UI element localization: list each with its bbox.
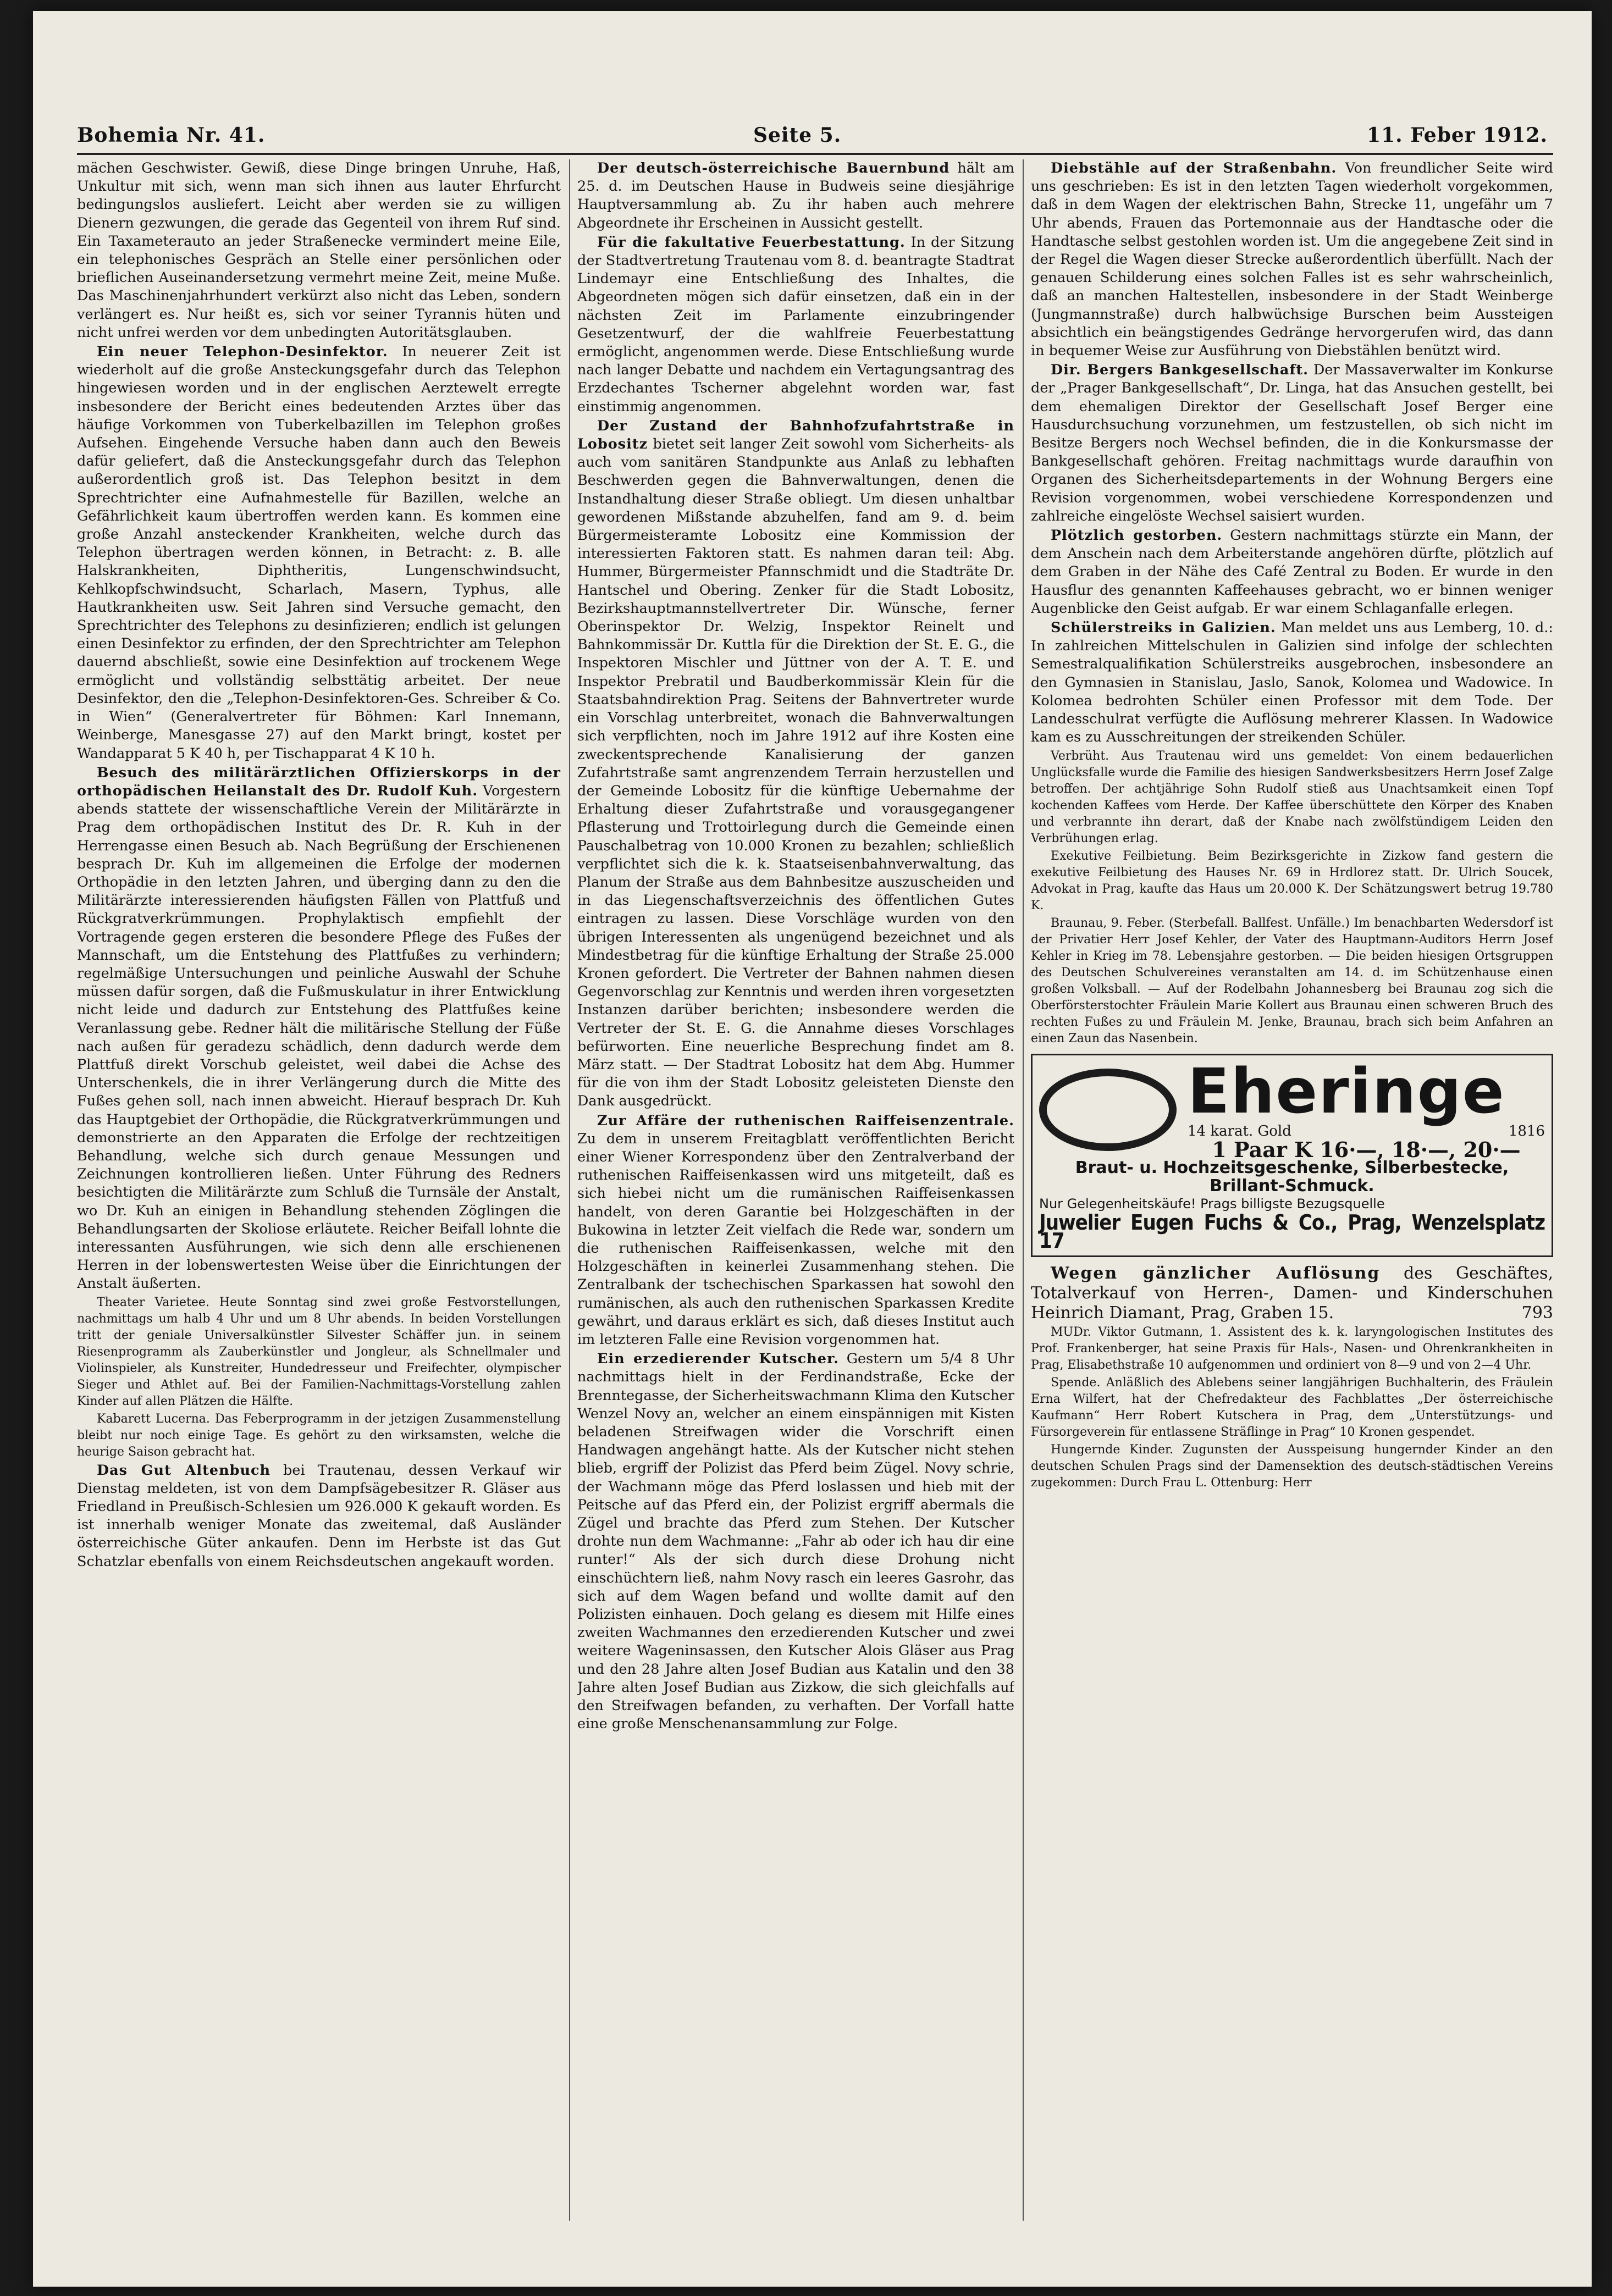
article-text: hält am 25. d. im Deutschen Hause in Budweis seine diesjährige Hauptversammlung ab. Zu ihr haben auch mehrere Abgeordnete ihr Erscheinen in Aussicht gestellt. [577,160,1014,231]
article-headline: Das Gut Altenbuch [97,1462,271,1479]
article-paragraph: Exekutive Feilbietung. Beim Bezirksgerichte in Zizkow fand gestern die exekutive Feilbietung des Hauses Nr. 69 in Hrdlorez statt. Dr. Ulrich Soucek, Advokat in Prag, kaufte das Haus um 20.000 K. Der Schätzungswert betrug 19.780 K. [1031,849,1553,912]
article-headline: Ein neuer Telephon-Desinfektor. [97,344,388,361]
notice-text: des Geschäftes, Totalverkauf von Herren-, Damen- und Kinderschuhen Heinrich Diamant, Prag, Graben 15. [1031,1263,1553,1323]
article-headline: Der deutsch-österreichische Bauernbund [597,160,950,176]
article-paragraph: Kabarett Lucerna. Das Feberprogramm in der jetzigen Zusammenstellung bleibt nur noch einige Tage. Es gehört zu den wirksamsten, welche die heurige Saison gebracht hat. [77,1412,561,1459]
article-paragraph: Theater Varietee. Heute Sonntag sind zwei große Festvorstellungen, nachmittags um halb 4 Uhr und um 8 Uhr abends. In beiden Vorstellungen tritt der geniale Universalkünstler Silvester Schäffer jun. in seinem Riesenprogramm als Zauberkünstler und Jongleur, als Schnellmaler und Violinspieler, als Kunstreiter, Hundedresseur und Freifechter, olympischer Sieger und Athlet auf. Bei der Familien-Nachmittags-Vorstellung zahlen Kinder auf allen Plätzen die Hälfte. [77,1295,561,1408]
article-text: Gestern um 5/4 8 Uhr nachmittags hielt in der Ferdinandstraße, Ecke der Brenntegasse, der Sicherheitswachmann Klima den Kutscher Wenzel Novy an, welcher an einem einspännigen mit Kisten beladenen Streifwagen wider die Vorschrift einen Handwagen angehängt hatte. Als der Kutscher nicht stehen blieb, ergriff der Polizist das Pferd beim Zügel. Novy schrie, der Wachmann möge das Pferd loslassen und hieb mit der Peitsche auf das Pferd ein, der Polizist ergriff abermals die Zügel und brachte das Pferd zum Stehen. Der Kutscher drohte nun dem Wachmanne: „Fahr ab oder ich hau dir eine runter!“ Als der sich durch diese Drohung nicht einschüchtern ließ, nahm Novy rasch ein leeres Gasrohr, das sich auf dem Wagen befand und wollte damit auf den Polizisten einhauen. Doch gelang es diesem mit Hilfe eines zweiten Wachmannes den erzedierenden Kutscher und zwei weitere Wageninsassen, den Kutscher Alois Gläser aus Prag und den 28 Jahre alten Josef Budian aus Katalin und den 38 Jahre alten Josef Budian aus Zizkow, die sich gleichfalls auf den Streifwagen befanden, zu verhaften. Der Vorfall hatte eine große Menschenansammlung zur Folge. [577,1351,1014,1733]
ad-firm: Juwelier Eugen Fuchs & Co., Prag, Wenzelsplatz 17 [1039,1210,1545,1253]
article-paragraph [577,417,1014,1111]
article-paragraph [77,764,561,1293]
article-text: In der Sitzung der Stadtvertretung Trautenau vom 8. d. beantragte Stadtrat Lindemayr eine Entschließung des Inhaltes, die Abgeordneten mögen sich dafür einsetzen, daß ein in der nächsten Zeit im Parlamente einzubringender Gesetzentwurf, der die wahlfreie Feuerbestattung ermöglicht, angenommen werde. Diese Entschließung wurde nach langer Debatte und nachdem ein Vertagungsantrag des Erzdechantes Tscherner abgelehnt worden war, fast einstimmig angenommen. [577,234,1014,415]
ad-note: Nur Gelegenheitskäufe! Prags billigste Bezugsquelle [1039,1196,1385,1212]
notice-liquidation [1031,1264,1553,1323]
article-paragraph [1031,527,1553,618]
article-paragraph [1031,619,1553,746]
ad-price: 1 Paar K 16·—, 18·—, 20·— [1212,1137,1521,1162]
notice-headline: Wegen gänzlicher Auflösung [1051,1263,1381,1283]
article-headline: Zur Affäre der ruthenischen Raiffeisenzentrale. [597,1112,1014,1129]
header-rule [77,153,1553,155]
column-2 [577,159,1014,2199]
ring-icon [1039,1069,1177,1151]
article-text: In neuerer Zeit ist wiederholt auf die große Ansteckungsgefahr durch das Telephon hingewiesen worden und in der englischen Aerztewelt erregte insbesondere der Bericht eines bedeutenden Arztes über das häufige Vorkommen von Tuberkelbazillen im Telephon großes Aufsehen. Eingehende Versuche haben dann auch den Beweis dafür geliefert, daß die Ansteckungsgefahr durch das Telephon außerordentlich groß ist. Das Telephon besitzt in dem Sprechtrichter eine Aufnahmestelle für Bazillen, welche an Gefährlichkeit kaum übertroffen werden kann. Es kommen eine große Anzahl ansteckender Krankheiten, welche durch das Telephon übertragen werden können, in Betracht: z. B. alle Halskrankheiten, Diphtheritis, Lungenschwindsucht, Kehlkopfschwindsucht, Scharlach, Masern, Typhus, alle Hautkrankheiten usw. Seit Jahren sind Versuche gemacht, den Sprechtrichter des Telephons zu desinfizieren; endlich ist gelungen einen Desinfektor zu erfinden, der den Sprechtrichter am Telephon dauernd abschließt, sowie eine Desinfektion auf trockenem Wege ermöglicht und vollständig selbsttätig arbeitet. Der neue Desinfektor, den die „Telephon-Desinfektoren-Ges. Schreiber & Co. in Wien“ (Generalvertreter für Böhmen: Karl Innemann, Weinberge, Manesgasse 27) auf den Markt bringt, kostet per Wandapparat 5 K 40 h, per Tischapparat 4 K 10 h. [77,344,561,762]
header-issue: Bohemia Nr. 41. [77,124,266,147]
notice-number: 793 [1521,1303,1553,1323]
article-paragraph [577,234,1014,416]
article-paragraph [77,343,561,763]
article-paragraph: mächen Geschwister. Gewiß, diese Dinge bringen Unruhe, Haß, Unkultur mit sich, wenn man sich ihnen aus lauter Ehrfurcht bedingungslos ausliefert. Leicht aber werden sie zu willigen Dienern gezwungen, die gerade das Gegenteil von ihrem Ruf sind. Ein Taxameterauto an jeder Straßenecke vermindert meine Eile, ein telephonisches Gespräch an Stelle einer persönlichen oder brieflichen Auseinandersetzung vermehrt meine Zeit, meine Muße. Das Maschinenjahrhundert verkürzt also nicht das Leben, sondern verlängert es. Nur heißt es, sich vor seiner Tyrannis hüten und nicht unfrei werden vor dem unbedingten Autoritätsglauben. [77,160,561,341]
article-paragraph: Verbrüht. Aus Trautenau wird uns gemeldet: Von einem bedauerlichen Unglücksfalle wurde die Familie des hiesigen Sandwerksbesitzers Herrn Josef Zalge betroffen. Der achtjährige Sohn Rudolf stieß aus Unachtsamkeit einen Topf kochenden Kaffees vom Herde. Der Kaffee überschüttete den Körper des Knaben und verbrannte ihn derart, daß der Knabe nach zwölfstündigem Leiden den Verbrühungen erlag. [1031,749,1553,845]
article-headline: Diebstähle auf der Straßenbahn. [1051,160,1337,176]
article-paragraph [577,159,1014,233]
article-headline: Plötzlich gestorben. [1051,527,1223,544]
article-text: Man meldet uns aus Lemberg, 10. d.: In zahlreichen Mittelschulen in Galizien sind infolge der schlechten Semestralqualifikation Schülerstreiks ausgebrochen, insbesondere an den Gymnasien in Stanislau, Jaslo, Sanok, Kolomea und Wadowice. In Kolomea bedrohten Schüler einen Professor mit dem Tode. Der Landesschulrat verfügte die Auflösung mehrerer Klassen. In Wadowice kam es zu Ausschreitungen der streikenden Schüler. [1031,619,1553,746]
article-paragraph [577,1112,1014,1349]
article-paragraph [577,1350,1014,1733]
article-headline: Schülerstreiks in Galizien. [1051,619,1276,637]
ad-title: Eheringe [1188,1055,1505,1127]
notice-doctor: MUDr. Viktor Gutmann, 1. Assistent des k. k. laryngologischen Institutes des Prof. Frankenberger, hat seine Praxis für Hals-, Nasen- und Ohrenkrankheiten in Prag, Elisabethstraße 10 aufgenommen und ordiniert von 8—9 und von 2—4 Uhr. [1031,1325,1553,1372]
column-divider [1023,159,1024,2221]
article-text: Vorgestern abends stattete der wissenschaftliche Verein der Militärärzte in Prag dem orthopädischen Institut des Dr. R. Kuh in der Herrengasse einen Besuch ab. Nach Begrüßung der Erschienenen besprach Dr. Kuh im allgemeinen die Erfolge der modernen Orthopädie in den letzten Jahren, und überging dann zu den die Militärärzte interessierenden häufigsten Fällen von Plattfuß und Rückgratverkrümmungen. Prophylaktisch empfiehlt der Vortragende gegen ersteren die besondere Pflege des Fußes der Mannschaft, um die Entstehung des Plattfußes zu verhindern; regelmäßige Untersuchungen und peinliche Auswahl der Schuhe müssen dafür sorgen, daß die Fußmuskulatur in ihrer Entwicklung nicht leide und dadurch zur Entstehung des Plattfußes keine Veranlassung gebe. Redner hält die militärische Stellung der Füße nach außen für geradezu schädlich, denn dadurch werde dem Plattfuß direkt Vorschub geleistet, weil dabei die Achse des Unterschenkels, die in ihrer Verlängerung durch die Mitte des Fußes gehen soll, nach innen abweicht. Hierauf besprach Dr. Kuh das Hauptgebiet der Orthopädie, die Rückgratverkrümmungen und demonstrierte an den Apparaten die Erfolge der rechtzeitigen Behandlung, welche sich durch genaue Messungen und Zeichnungen kontrollieren ließen. Unter Führung des Redners besichtigten die Militärärzte zum Schluß die Turnsäle der Anstalt, wo Dr. Kuh an einigen in Behandlung stehenden Zöglingen die Behandlungsarten der Skoliose erläutete. Reicher Beifall lohnte die interessanten Ausführungen, wie sich denn alle erschienenen Herren in der lobenswertesten Weise über die Einrichtungen der Anstalt äußerten. [77,782,561,1292]
column-divider [569,159,570,2221]
article-text: Zu dem in unserem Freitagblatt veröffentlichten Bericht einer Wiener Korrespondenz über den Zentralverband der ruthenischen Raiffeisenkassen wird uns mitgeteilt, daß es sich hiebei nicht um die rumänischen Raiffeisenkassen handelt, von deren Garantie bei Holzgeschäften in der Bukowina in letzter Zeit vielfach die Rede war, sondern um die ruthenischen Raiffeisenkassen, welche mit den Holzgeschäften in keinerlei Zusammenhang stehen. Die Zentralbank der tschechischen Sparkassen hat sowohl den rumänischen, als auch den ruthenischen Sparkassen Kredite gewährt, und daraus erklärt es sich, daß dieses Institut auch im letzteren Falle eine Revision vorgenommen hat. [577,1130,1014,1348]
article-text: bietet seit langer Zeit sowohl vom Sicherheits- als auch vom sanitären Standpunkte aus Anlaß zu lebhaften Beschwerden gegen die Bahnverwaltungen, denen die Instandhaltung dieser Straße obliegt. Um diesen unhaltbar gewordenen Mißstande abzuhelfen, fand am 9. d. beim Bürgermeisteramte Lobositz eine Kommission der interessierten Faktoren statt. Es nahmen daran teil: Abg. Hummer, Bürgermeister Pfannschmidt und die Stadträte Dr. Hantschel und Obering. Zenker für die Stadt Lobositz, Bezirkshauptmannstellvertreter Dir. Wünsche, ferner Oberinspektor Dr. Welzig, Inspektor Reinelt und Bahnkommissär Dr. Kuttla für die Direktion der St. E. G., die Inspektoren Mischler und Jüttner von der A. T. E. und Inspektor Prebratil und Baudberkommissär Klein für die Staatsbahndirektion Prag. Seitens der Bahnvertreter wurde ein Vorschlag unterbreitet, wonach die Bahnverwaltungen sich verpflichten, noch im Jahre 1912 auf ihre Kosten eine zweckentsprechende Kanalisierung der ganzen Zufahrtstraße samt angrenzendem Terrain herzustellen und der Gemeinde Lobositz für die künftige Uebernahme der Erhaltung dieser Zufahrtstraße und vorausgegangener Pflasterung und Trottoirlegung durch die Gemeinde einen Pauschalbetrag von 10.000 Kronen zu bezahlen; schließlich verpflichtet sich die k. k. Staatseisenbahnverwaltung, das Planum der Straße aus dem Bahnbesitze auszuscheiden und in das Liegenschaftsverzeichnis des öffentlichen Gutes eintragen zu lassen. Diese Vorschläge wurden von den übrigen Interessenten als ungenügend bezeichnet und als Mindestbetrag für die künftige Erhaltung der Straße 25.000 Kronen gefordert. Die Vertreter der Bahnen nahmen diesen Gegenvorschlag zur Kenntnis und werden ihren vorgesetzten Instanzen darüber berichten; insbesondere werden die Vertreter der St. E. G. die Annahme dieses Vorschlages befürworten. Eine neuerliche Besprechung findet am 8. März statt. — Der Stadtrat Lobositz hat dem Abg. Hummer für die von ihm der Stadt Lobositz geleisteten Dienste den Dank ausgedrückt. [577,436,1014,1110]
column-1 [77,159,561,2199]
article-text: Gestern nachmittags stürzte ein Mann, der dem Anschein nach dem Arbeiterstande angehören dürfte, plötzlich auf dem Graben in der Nähe des Café Zentral zu Boden. Er wurde in den Hausflur des genannten Kaffeehauses gebracht, wo er binnen weniger Augenblicke den Geist aufgab. Er war einem Schlaganfalle erlegen. [1031,527,1553,617]
article-headline: Ein erzedierender Kutscher. [597,1351,839,1368]
article-headline: Für die fakultative Feuerbestattung. [597,234,906,251]
header-date: 11. Feber 1912. [1367,124,1548,147]
article-text: Der Massaverwalter im Konkurse der „Prager Bankgesellschaft“, Dr. Linga, hat das Ansuchen gestellt, bei dem ehemaligen Direktor der Gesellschaft Josef Berger eine Hausdurchsuchung vorzunehmen, um festzustellen, ob sich nicht im Besitze Bergers noch Wechsel befinden, die in die Konkursmasse der Bankgesellschaft gehören. Freitag nachmittags wurde daraufhin von Organen des Sicherheitsdepartements in der Wohnung Bergers eine Revision vorgenommen, wobei verschiedene Korrespondenzen und zahlreiche eingelöste Wechsel saisiert wurden. [1031,362,1553,524]
article-paragraph [1031,361,1553,525]
article-text: bei Trautenau, dessen Verkauf wir Dienstag meldeten, ist von dem Dampfsägebesitzer R. Gläser aus Friedland in Preußisch-Schlesien um 926.000 K gekauft worden. Es ist innerhalb weniger Monate das zweitemal, daß Ausländer österreichische Güter ankaufen. Denn im Herbste ist das Gut Schatzlar ebenfalls von einem Reichsdeutschen angekauft worden. [77,1462,561,1570]
notice-children: Hungernde Kinder. Zugunsten der Ausspeisung hungernder Kinder an den deutschen Schulen Prags sind der Damensektion des deutsch-städtischen Vereins zugekommen: Durch Frau L. Ottenburg: Herr [1031,1442,1553,1490]
article-headline: Der Zustand der Bahnhofzufahrtstraße in Lobositz [577,417,1014,453]
article-paragraph [77,1462,561,1571]
article-headline: Dir. Bergers Bankgesellschaft. [1051,362,1309,379]
article-headline: Besuch des militärärztlichen Offizierskorps in der orthopädischen Heilanstalt des Dr. Rudolf Kuh. [77,764,561,799]
ad-stamp: 1816 [1508,1122,1545,1139]
newspaper-page [33,11,1592,2287]
notice-donation: Spende. Anläßlich des Ablebens seiner langjährigen Buchhalterin, des Fräulein Erna Wilfert, hat der Chefredakteur des Fachblattes „Der österreichische Kaufmann“ Herr Robert Kutschera in Prag, dem „Unterstützungs- und Fürsorgeverein für entlassene Sträflinge in Prag“ 10 Kronen gespendet. [1031,1375,1553,1439]
article-paragraph [1031,159,1553,360]
article-text: Von freundlicher Seite wird uns geschrieben: Es ist in den letzten Tagen wiederholt vorgekommen, daß in dem Wagen der elektrischen Bahn, Strecke 11, ungefähr um 7 Uhr abends, Frauen das Portemonnaie aus der Handtasche oder die Handtasche selbst gestohlen worden ist. Um die angegebene Zeit sind in der Regel die Wagen dieser Strecke außerordentlich überfüllt. Nach der genauen Schilderung eines solchen Falles ist es sehr wahrscheinlich, daß an manchen Haltestellen, insbesondere in der Stadt Weinberge (Jungmannstraße) durch halbwüchsige Burschen beim Aussteigen absichtlich ein beängstigendes Gedränge hervorgerufen wird, das dann in bequemer Weise zur Ausführung von Diebstählen benützt wird. [1031,160,1553,359]
article-paragraph: Braunau, 9. Feber. (Sterbefall. Ballfest. Unfälle.) Im benachbarten Wedersdorf ist der Privatier Herr Josef Kehler, der Vater des Hauptmann-Auditors Herrn Josef Kehler in Krieg im 78. Lebensjahre gestorben. — Die beiden hiesigen Ortsgruppen des Deutschen Schulvereines veranstalten am 14. d. im Schützenhause einen großen Volksball. — Auf der Rodelbahn Johannesberg bei Braunau zog sich die Oberförsterstochter Fräulein Marie Kollert aus Braunau einen schweren Bruch des rechten Fußes zu und Fräulein M. Jenke, Braunau, brach sich beim Anfahren an einen Zaun das Nasenbein. [1031,916,1553,1045]
header-page-number: Seite 5. [753,124,842,147]
column-3 [1031,159,1553,2199]
advertisement-eheringe [1031,1054,1553,1257]
ad-gold-label: 14 karat. Gold [1188,1122,1291,1139]
ad-products: Braut- u. Hochzeitsgeschenke, Silberbestecke, Brillant-Schmuck. [1075,1158,1509,1196]
